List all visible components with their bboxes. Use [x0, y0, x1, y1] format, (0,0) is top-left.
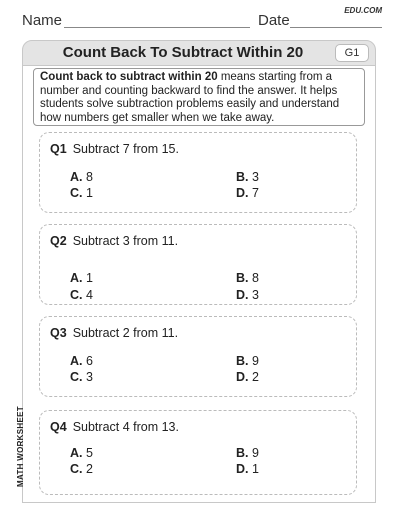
option-a[interactable]: A. 6	[70, 354, 93, 368]
option-d[interactable]: D. 3	[236, 288, 259, 302]
question-header	[50, 234, 178, 248]
option-c[interactable]: C. 2	[70, 462, 93, 476]
question-number: Q4	[50, 420, 67, 434]
question-text: Subtract 7 from 15.	[72, 142, 179, 156]
question-card	[39, 224, 357, 305]
option-c[interactable]: C. 1	[70, 186, 93, 200]
question-header	[50, 420, 179, 434]
option-c[interactable]: C. 4	[70, 288, 93, 302]
date-label: Date	[258, 12, 290, 29]
option-a[interactable]: A. 8	[70, 170, 93, 184]
option-d[interactable]: D. 7	[236, 186, 259, 200]
question-text: Subtract 4 from 13.	[72, 420, 179, 434]
grade-badge: G1	[335, 44, 369, 62]
option-b[interactable]: B. 9	[236, 354, 259, 368]
title-bar	[22, 40, 376, 66]
option-c[interactable]: C. 3	[70, 370, 93, 384]
intro-text: means starting from a number and counting backward to find the answer. It helps students solve subtraction problems easily and understand how numbers get smaller when we take away.	[40, 71, 340, 124]
option-b[interactable]: B. 8	[236, 271, 259, 285]
brand-logo: EDU.COM	[344, 6, 382, 15]
option-a[interactable]: A. 1	[70, 271, 93, 285]
question-number: Q1	[50, 142, 67, 156]
option-b[interactable]: B. 3	[236, 170, 259, 184]
intro-bold-text: Count back to subtract within 20	[40, 71, 218, 83]
question-card	[39, 132, 357, 213]
question-header	[50, 326, 178, 340]
option-d[interactable]: D. 1	[236, 462, 259, 476]
name-label: Name	[22, 12, 63, 29]
question-card	[39, 410, 357, 495]
option-a[interactable]: A. 5	[70, 446, 93, 460]
question-number: Q3	[50, 326, 67, 340]
worksheet-title: Count Back To Subtract Within 20	[62, 44, 304, 61]
intro-box	[33, 68, 365, 126]
question-text: Subtract 2 from 11.	[72, 326, 179, 340]
side-label: MATH WORKSHEET	[16, 406, 25, 487]
question-text: Subtract 3 from 11.	[72, 234, 179, 248]
question-card	[39, 316, 357, 397]
option-b[interactable]: B. 9	[236, 446, 259, 460]
worksheet-header	[0, 0, 400, 40]
name-line	[64, 27, 250, 28]
question-number: Q2	[50, 234, 67, 248]
option-d[interactable]: D. 2	[236, 370, 259, 384]
date-line	[290, 27, 382, 28]
question-header	[50, 142, 179, 156]
